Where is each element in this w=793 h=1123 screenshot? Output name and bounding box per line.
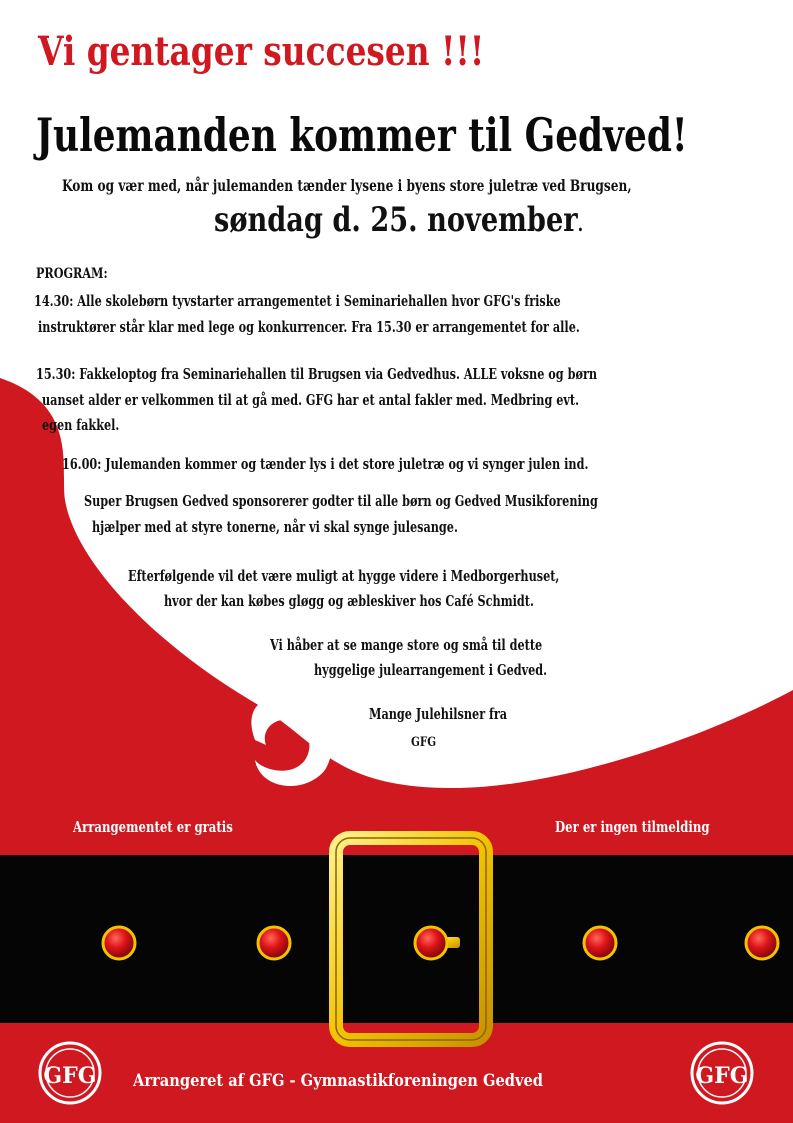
intro-text: Kom og vær med, når julemanden tænder lysene i byens store juletræ ved Brugsen, <box>62 176 632 195</box>
no-signup-notice: Der er ingen tilmelding <box>555 818 710 836</box>
gfg-logo-left <box>40 1043 100 1103</box>
suit-button <box>103 927 135 959</box>
svg-text:GFG: GFG <box>43 1063 97 1089</box>
signature: GFG <box>411 735 437 750</box>
page-title: Julemanden kommer til Gedved! <box>36 108 688 162</box>
tagline: Vi gentager succesen !!! <box>38 28 485 75</box>
program-item-2-line-2: uanset alder er velkommen til at gå med. GFG har et antal fakler med. Medbring evt. <box>42 391 580 409</box>
program-item-1-line-2: instruktører står klar med lege og konkurrencer. Fra 15.30 er arrangementet for alle. <box>38 318 580 336</box>
sponsor-line-2: hjælper med at styre tonerne, når vi skal synge julesange. <box>92 518 458 536</box>
suit-button <box>584 927 616 959</box>
program-item-1-line-1: 14.30: Alle skolebørn tyvstarter arrangementet i Seminariehallen hvor GFG's friske <box>34 292 561 310</box>
hope-line-2: hyggelige julearrangement i Gedved. <box>314 661 548 679</box>
program-heading: PROGRAM: <box>36 266 108 282</box>
program-item-2-line-3: egen fakkel. <box>42 416 120 434</box>
free-notice: Arrangementet er gratis <box>73 818 233 836</box>
footer-organizer: Arrangeret af GFG - Gymnastikforeningen Gedved <box>133 1071 544 1091</box>
sponsor-line-1: Super Brugsen Gedved sponsorerer godter til alle børn og Gedved Musikforening <box>84 492 598 510</box>
suit-button <box>746 927 778 959</box>
greeting: Mange Julehilsner fra <box>369 705 508 723</box>
gfg-logo-right <box>692 1043 752 1103</box>
after-line-1: Efterfølgende vil det være muligt at hygge videre i Medborgerhuset, <box>128 567 560 585</box>
program-item-2-line-1: 15.30: Fakkeloptog fra Seminariehallen til Brugsen via Gedvedhus. ALLE voksne og børn <box>36 365 598 383</box>
program-item-3: 16.00: Julemanden kommer og tænder lys i det store juletræ og vi synger julen ind. <box>62 455 589 473</box>
after-line-2: hvor der kan købes gløgg og æbleskiver hos Café Schmidt. <box>164 592 534 610</box>
event-date: søndag d. 25. november. <box>214 200 584 240</box>
hope-line-1: Vi håber at se mange store og små til dette <box>270 636 543 654</box>
svg-text:GFG: GFG <box>695 1063 749 1089</box>
suit-button <box>415 927 447 959</box>
suit-button <box>258 927 290 959</box>
